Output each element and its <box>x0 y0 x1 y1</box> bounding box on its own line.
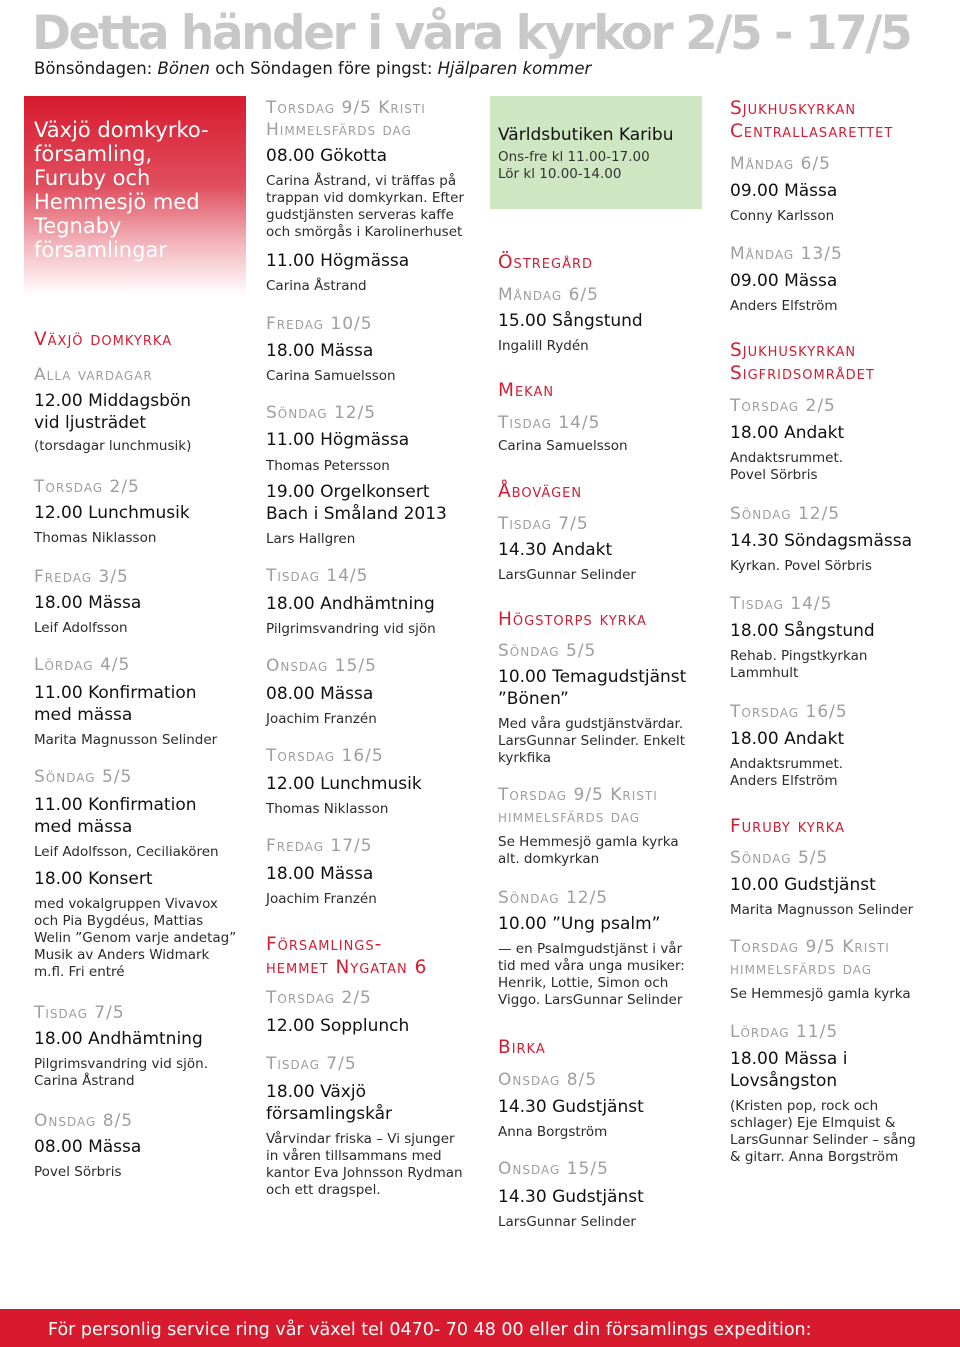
event-note <box>266 278 488 295</box>
text-line: Torsdag 2/5 <box>34 477 140 497</box>
text-line: Söndag 5/5 <box>498 641 597 661</box>
text-line: 19.00 Orgelkonsert <box>266 482 430 502</box>
day-heading <box>498 1069 702 1091</box>
text-line: Växjö domkyrka <box>34 329 173 350</box>
event-time-title <box>266 1015 488 1037</box>
text-line: Tisdag 14/5 <box>498 413 601 433</box>
text-line: Torsdag 2/5 <box>266 988 372 1008</box>
text-line: Söndag 5/5 <box>34 767 133 787</box>
text-line: m.fl. Fri entré <box>34 964 125 980</box>
text-line: Andaktsrummet. <box>730 450 844 466</box>
text-line: 18.00 Andakt <box>730 423 845 443</box>
text-line: 09.00 Mässa <box>730 271 838 291</box>
day-heading <box>266 835 488 857</box>
text-line: ”Bönen” <box>498 689 569 709</box>
text-line: kyrkfika <box>498 750 552 766</box>
day-heading <box>730 503 955 525</box>
text-line: 18.00 Växjö <box>266 1082 366 1102</box>
event-note <box>730 298 955 315</box>
event-time-title <box>730 180 955 202</box>
footer-text: För personlig service ring vår växel tel 0470- 70 48 00 eller din församlings expedition: <box>48 1320 812 1340</box>
worldshop-hours-weekday: Ons-fre kl 11.00-17.00 <box>498 149 650 165</box>
text-line: Lördag 11/5 <box>730 1022 839 1042</box>
event-time-title <box>34 390 244 434</box>
text-line: Furuby kyrka <box>730 816 845 837</box>
text-line: 08.00 Mässa <box>34 1137 142 1157</box>
text-line: Carina Åstrand <box>266 278 367 294</box>
day-heading <box>730 395 955 417</box>
text-line: Torsdag 16/5 <box>266 746 384 766</box>
text-line: himmelsfärds dag <box>498 807 641 827</box>
event-time-title <box>34 868 244 890</box>
day-heading <box>730 153 955 175</box>
event-note <box>498 1214 702 1231</box>
parish-line: Furuby och <box>34 166 151 190</box>
event-time-title <box>498 913 702 935</box>
event-time-title <box>266 863 488 885</box>
text-line: 12.00 Lunchmusik <box>266 774 422 794</box>
parish-line: Tegnaby <box>34 214 122 238</box>
event-time-title <box>34 502 244 524</box>
day-heading <box>498 640 702 662</box>
text-line: 10.00 ”Ung psalm” <box>498 914 661 934</box>
event-note <box>498 567 702 584</box>
text-line: Musik av Anders Widmark <box>34 947 210 963</box>
text-line: Lördag 4/5 <box>34 655 131 675</box>
text-line: Onsdag 15/5 <box>266 656 377 676</box>
text-line: Leif Adolfsson, Ceciliakören <box>34 844 219 860</box>
day-heading <box>34 766 244 788</box>
page-title: Detta händer i våra kyrkor 2/5 - 17/5 <box>32 6 911 61</box>
day-heading <box>34 1002 244 1024</box>
text-line: 11.00 Konfirmation <box>34 795 197 815</box>
event-note <box>34 620 244 637</box>
event-time-title <box>730 422 955 444</box>
event-note <box>730 208 955 225</box>
event-note <box>730 648 955 682</box>
text-line: Anders Elfström <box>730 298 838 314</box>
text-line: schlager) Eje Elmquist & <box>730 1115 896 1131</box>
text-line: med vokalgruppen Vivavox <box>34 896 218 912</box>
text-line: in våren tillsammans med <box>266 1148 442 1164</box>
text-line: med mässa <box>34 705 133 725</box>
text-line: Carina Samuelsson <box>266 368 396 384</box>
text-line: Leif Adolfsson <box>34 620 128 636</box>
subtitle-theme-1: Bönen <box>157 59 210 78</box>
text-line: Se Hemmesjö gamla kyrka <box>498 834 679 850</box>
text-line: 11.00 Högmässa <box>266 251 410 271</box>
text-line: Måndag 6/5 <box>498 285 599 305</box>
event-note <box>266 711 488 728</box>
event-time-title <box>498 310 702 332</box>
text-line: Viggo. LarsGunnar Selinder <box>498 992 683 1008</box>
text-line: Himmelsfärds dag <box>266 120 412 140</box>
day-heading <box>266 402 488 424</box>
event-time-title <box>730 530 955 552</box>
text-line: 14.30 Söndagsmässa <box>730 531 913 551</box>
event-note <box>266 368 488 385</box>
text-line: 12.00 Lunchmusik <box>34 503 190 523</box>
event-note <box>730 756 955 790</box>
event-time-title <box>266 481 488 525</box>
subtitle-part: Bönsöndagen: <box>34 59 158 78</box>
event-time-title <box>266 145 488 167</box>
section-heading <box>730 815 955 838</box>
day-heading <box>34 1110 244 1132</box>
text-line: Carina Samuelsson <box>498 438 628 454</box>
text-line: — en Psalmgudstjänst i vår <box>498 941 683 957</box>
event-time-title <box>498 539 702 561</box>
text-line: gudstjänsten serveras kaffe <box>266 207 454 223</box>
day-heading <box>266 987 488 1009</box>
text-line: tid med våra unga musiker: <box>498 958 685 974</box>
text-line: Lovsångston <box>730 1071 838 1091</box>
text-line: 14.30 Gudstjänst <box>498 1097 644 1117</box>
text-line: Söndag 12/5 <box>498 888 609 908</box>
day-heading <box>34 476 244 498</box>
text-line: kantor Eva Johnsson Rydman <box>266 1165 463 1181</box>
event-time-title <box>730 1048 955 1092</box>
event-note <box>498 438 702 455</box>
day-heading <box>730 936 955 980</box>
day-heading <box>730 243 955 265</box>
section-heading <box>498 379 702 402</box>
text-line: 18.00 Konsert <box>34 869 153 889</box>
event-note <box>266 891 488 908</box>
text-line: 18.00 Mässa <box>266 341 374 361</box>
text-line: 11.00 Konfirmation <box>34 683 197 703</box>
text-line: 10.00 Temagudstjänst <box>498 667 687 687</box>
day-heading <box>34 566 244 588</box>
event-time-title <box>266 683 488 705</box>
event-note <box>34 1056 244 1090</box>
text-line: och Pia Bygdéus, Mattias <box>34 913 204 929</box>
text-line: Sjukhuskyrkan <box>730 340 857 361</box>
event-note <box>730 450 955 484</box>
event-time-title <box>34 592 244 614</box>
text-line: och smörgås i Karolinerhuset <box>266 224 463 240</box>
text-line: Birka <box>498 1037 546 1058</box>
text-line: Conny Karlsson <box>730 208 835 224</box>
text-line: Måndag 6/5 <box>730 154 831 174</box>
text-line: Högstorps kyrka <box>498 609 647 630</box>
day-heading <box>266 745 488 767</box>
event-time-title <box>266 340 488 362</box>
event-time-title <box>34 794 244 838</box>
text-line: Henrik, Lottie, Simon och <box>498 975 669 991</box>
event-note <box>498 716 702 767</box>
text-line: Torsdag 9/5 Kristi <box>730 937 890 957</box>
day-heading <box>34 654 244 676</box>
day-heading <box>730 847 955 869</box>
event-note <box>730 1098 955 1166</box>
text-line: Församlings- <box>266 934 383 955</box>
parish-line: Växjö domkyrko- <box>34 118 209 142</box>
event-time-title <box>266 250 488 272</box>
text-line: församlingskår <box>266 1104 393 1124</box>
event-note <box>498 941 702 1009</box>
event-time-title <box>34 1136 244 1158</box>
section-heading <box>266 933 488 979</box>
event-note <box>498 338 702 355</box>
event-note <box>34 896 244 981</box>
event-note <box>498 1124 702 1141</box>
text-line: Joachim Franzén <box>266 891 377 907</box>
text-line: Lammhult <box>730 665 799 681</box>
parish-line: Hemmesjö med <box>34 190 200 214</box>
text-line: 18.00 Mässa i <box>730 1049 848 1069</box>
text-line: 08.00 Gökotta <box>266 146 388 166</box>
event-time-title <box>34 682 244 726</box>
day-heading <box>266 1053 488 1075</box>
section-heading <box>498 1036 702 1059</box>
event-note <box>266 173 488 241</box>
parish-line: församling, <box>34 142 153 166</box>
day-heading <box>730 593 955 615</box>
section-heading <box>498 251 702 274</box>
event-time-title <box>266 1081 488 1125</box>
text-line: Joachim Franzén <box>266 711 377 727</box>
text-line: Åbovägen <box>498 481 583 502</box>
text-line: Lars Hallgren <box>266 531 356 547</box>
page-subtitle <box>34 59 591 79</box>
text-line: Torsdag 9/5 Kristi <box>266 98 426 118</box>
event-note <box>498 834 702 868</box>
event-time-title <box>730 728 955 750</box>
text-line: Rehab. Pingstkyrkan <box>730 648 868 664</box>
event-time-title <box>730 874 955 896</box>
day-heading <box>34 364 244 386</box>
text-line: Thomas Niklasson <box>266 801 389 817</box>
event-time-title <box>266 593 488 615</box>
text-line: himmelsfärds dag <box>730 959 873 979</box>
text-line: Welin ”Genom varje andetag” <box>34 930 237 946</box>
day-heading <box>498 887 702 909</box>
text-line: Söndag 5/5 <box>730 848 829 868</box>
text-line: LarsGunnar Selinder <box>498 567 636 583</box>
day-heading <box>498 784 702 828</box>
event-time-title <box>266 429 488 451</box>
event-time-title <box>498 1186 702 1208</box>
worldshop-info <box>498 124 698 183</box>
text-line: Thomas Petersson <box>266 458 390 474</box>
text-line: Kyrkan. Povel Sörbris <box>730 558 872 574</box>
text-line: Torsdag 9/5 Kristi <box>498 785 658 805</box>
text-line: 18.00 Andakt <box>730 729 845 749</box>
day-heading <box>498 412 702 434</box>
text-line: 14.30 Gudstjänst <box>498 1187 644 1207</box>
text-line: Söndag 12/5 <box>266 403 377 423</box>
text-line: alt. domkyrkan <box>498 851 600 867</box>
event-time-title <box>730 620 955 642</box>
text-line: hemmet Nygatan 6 <box>266 957 428 978</box>
event-note <box>266 621 488 638</box>
event-note <box>266 458 488 475</box>
event-note <box>730 986 955 1003</box>
section-heading <box>730 97 955 143</box>
section-heading <box>34 328 244 351</box>
text-line: Med våra gudstjänstvärdar. <box>498 716 684 732</box>
worldshop-hours-saturday: Lör kl 10.00-14.00 <box>498 166 622 182</box>
text-line: Fredag 17/5 <box>266 836 373 856</box>
text-line: Tisdag 14/5 <box>266 566 369 586</box>
text-line: (Kristen pop, rock och <box>730 1098 879 1114</box>
section-heading <box>730 339 955 385</box>
event-note <box>730 902 955 919</box>
text-line: LarsGunnar Selinder. Enkelt <box>498 733 686 749</box>
text-line: Östregård <box>498 252 594 273</box>
text-line: 09.00 Mässa <box>730 181 838 201</box>
text-line: 18.00 Sångstund <box>730 621 875 641</box>
text-line: Carina Åstrand, vi träffas på <box>266 173 457 189</box>
text-line: Onsdag 8/5 <box>34 1111 134 1131</box>
day-heading <box>498 284 702 306</box>
day-heading <box>266 565 488 587</box>
text-line: Anna Borgström <box>498 1124 608 1140</box>
day-heading <box>730 1021 955 1043</box>
text-line: Fredag 10/5 <box>266 314 373 334</box>
text-line: Sjukhuskyrkan <box>730 98 857 119</box>
event-note <box>34 1164 244 1181</box>
event-note <box>266 1131 488 1199</box>
text-line: 08.00 Mässa <box>266 684 374 704</box>
text-line: trappan vid domkyrkan. Efter <box>266 190 465 206</box>
text-line: 11.00 Högmässa <box>266 430 410 450</box>
text-line: och ett dragspel. <box>266 1182 381 1198</box>
text-line: 10.00 Gudstjänst <box>730 875 876 895</box>
event-note <box>34 438 244 455</box>
event-note <box>34 530 244 547</box>
text-line: 18.00 Andhämtning <box>266 594 435 614</box>
text-line: Povel Sörbris <box>34 1164 122 1180</box>
text-line: 18.00 Andhämtning <box>34 1029 203 1049</box>
text-line: Marita Magnusson Selinder <box>730 902 914 918</box>
worldshop-title: Världsbutiken Karibu <box>498 125 674 145</box>
text-line: Alla vardagar <box>34 365 153 385</box>
event-time-title <box>730 270 955 292</box>
text-line: Söndag 12/5 <box>730 504 841 524</box>
text-line: Carina Åstrand <box>34 1073 135 1089</box>
text-line: Tisdag 7/5 <box>266 1054 357 1074</box>
day-heading <box>498 1158 702 1180</box>
text-line: 14.30 Andakt <box>498 540 613 560</box>
section-heading <box>498 608 702 631</box>
day-heading <box>266 97 488 141</box>
text-line: Onsdag 8/5 <box>498 1070 598 1090</box>
text-line: Marita Magnusson Selinder <box>34 732 218 748</box>
text-line: Tisdag 14/5 <box>730 594 833 614</box>
text-line: Mekan <box>498 380 555 401</box>
event-note <box>266 801 488 818</box>
text-line: Andaktsrummet. <box>730 756 844 772</box>
event-time-title <box>266 773 488 795</box>
text-line: Torsdag 2/5 <box>730 396 836 416</box>
day-heading <box>266 313 488 335</box>
text-line: Fredag 3/5 <box>34 567 129 587</box>
text-line: LarsGunnar Selinder – sång <box>730 1132 916 1148</box>
text-line: Torsdag 16/5 <box>730 702 848 722</box>
section-heading <box>498 480 702 503</box>
text-line: (torsdagar lunchmusik) <box>34 438 192 454</box>
text-line: 12.00 Sopplunch <box>266 1016 410 1036</box>
text-line: vid ljusträdet <box>34 413 147 433</box>
text-line: Anders Elfström <box>730 773 838 789</box>
parish-line: församlingar <box>34 238 167 262</box>
text-line: Se Hemmesjö gamla kyrka <box>730 986 911 1002</box>
text-line: Pilgrimsvandring vid sjön. <box>34 1056 208 1072</box>
text-line: 18.00 Mässa <box>266 864 374 884</box>
event-note <box>34 844 244 861</box>
text-line: & gitarr. Anna Borgström <box>730 1149 899 1165</box>
event-time-title <box>498 666 702 710</box>
text-line: Povel Sörbris <box>730 467 818 483</box>
text-line: Måndag 13/5 <box>730 244 843 264</box>
day-heading <box>730 701 955 723</box>
text-line: Sigfridsområdet <box>730 363 875 384</box>
event-note <box>266 531 488 548</box>
parish-banner-text <box>34 118 239 262</box>
day-heading <box>498 513 702 535</box>
subtitle-part: och Söndagen före pingst: <box>209 59 438 78</box>
event-time-title <box>34 1028 244 1050</box>
text-line: Thomas Niklasson <box>34 530 157 546</box>
subtitle-theme-2: Hjälparen kommer <box>437 59 592 78</box>
text-line: 12.00 Middagsbön <box>34 391 192 411</box>
event-note <box>34 732 244 749</box>
day-heading <box>266 655 488 677</box>
event-note <box>730 558 955 575</box>
text-line: med mässa <box>34 817 133 837</box>
text-line: Ingalill Rydén <box>498 338 589 354</box>
text-line: Pilgrimsvandring vid sjön <box>266 621 436 637</box>
text-line: Onsdag 15/5 <box>498 1159 609 1179</box>
text-line: 15.00 Sångstund <box>498 311 643 331</box>
text-line: LarsGunnar Selinder <box>498 1214 636 1230</box>
text-line: Centrallasarettet <box>730 121 894 142</box>
text-line: Vårvindar friska – Vi sjunger <box>266 1131 455 1147</box>
event-time-title <box>498 1096 702 1118</box>
text-line: Tisdag 7/5 <box>34 1003 125 1023</box>
text-line: Tisdag 7/5 <box>498 514 589 534</box>
text-line: Bach i Småland 2013 <box>266 504 447 524</box>
text-line: 18.00 Mässa <box>34 593 142 613</box>
